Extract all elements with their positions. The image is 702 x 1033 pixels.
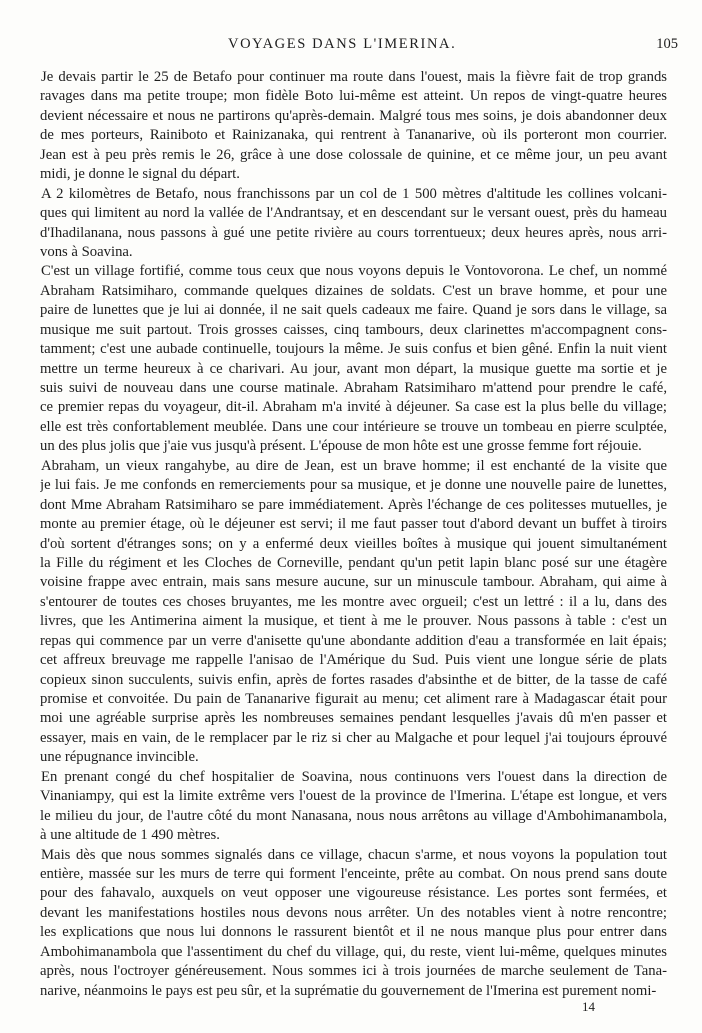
text-line: musique me suit partout. Trois grosses caisses, cinq tambours, deux clarinettes m'accompagnent cons- (40, 321, 667, 338)
text-line: je lui fais. Je me confonds en remerciements pour sa musique, et je donne une nouvelle paire de lunettes, (40, 477, 667, 494)
text-line: A 2 kilomètres de Betafo, nous franchissons par un col de 1 500 mètres d'altitude les collines volcani- (41, 185, 667, 202)
text-line: narive, néanmoins le pays est peu sûr, et la suprématie du gouvernement de l'Imerina est purement nomi- (40, 982, 657, 999)
text-line: la Fille du régiment et les Cloches de Corneville, pendant qu'un petit lapin blanc posé sur une étagère (40, 554, 667, 571)
text-line: Mais dès que nous sommes signalés dans ce village, chacun s'arme, et nous voyons la population tout (41, 846, 667, 863)
text-line: entière, massée sur les murs de terre qui forment l'enceinte, prête au combat. On nous prend sans doute (40, 865, 667, 882)
text-line: ravages dans ma petite troupe; mon fidèle Boto lui-même est atteint. Un repos de vingt-quatre heures (40, 88, 667, 105)
text-line: suis suivi de nouveau dans une course matinale. Abraham Ratsimiharo m'attend pour prendre le café, (40, 380, 667, 396)
text-line: s'entourer de toutes ces choses bruyantes, me les montre avec orgueil; c'est un lettré : il a lu, dans des (40, 593, 667, 610)
text-line: essayer, mais en vain, de le remplacer par le riz si cher au Malgache et pour lequel j'ai toujours éprouvé (40, 729, 667, 746)
text-line: mettre un terme heureux à ce charivari. Au jour, avant mon départ, la musique guette ma sortie et je (40, 360, 667, 377)
text-line: livres, que les Antimerina aiment la musique, et tient à me le prouver. Nous passons à table : c'est un (40, 613, 667, 630)
paragraph (40, 262, 667, 456)
text-line: voisine frappe avec entrain, mais sans mesure aucune, sur un minuscule tambour. Abraham, qui aime à (40, 574, 667, 591)
text-line: le milieu du jour, de l'autre côté du mont Nanasana, nous nous arrêtons au village d'Ambohimanambola, (40, 807, 667, 824)
text-line: paire de lunettes que je lui ai donnée, il ne sait quels cadeaux me faire. Quand je sors dans le village, sa (40, 302, 667, 319)
text-line: à une altitude de 1 490 mètres. (40, 827, 220, 844)
text-line: ques qui limitent au nord la vallée de l'Andrantsay, et en descendant sur le versant ouest, près du hameau (40, 205, 667, 222)
paragraph (40, 185, 667, 263)
text-line: C'est un village fortifié, comme tous ceux que nous voyons depuis le Vontovorona. Le chef, un nommé (41, 263, 667, 280)
text-line: En prenant congé du chef hospitalier de Soavina, nous continuons vers l'ouest dans la direction de (41, 768, 667, 785)
text-line: monte au premier étage, où le déjeuner est servi; il me faut passer tout d'abord devant un buffet à tiroirs (40, 516, 667, 533)
text-line: d'Ihadilanana, nous passons à gué une petite rivière au cours torrentueux; deux heures après, nous arri- (40, 224, 667, 241)
text-line: pour des fahavalo, auxquels on veut opposer une vigoureuse résistance. Les portes sont fermées, et (40, 885, 667, 902)
page-number: 105 (656, 36, 678, 52)
printer-signature-mark: 14 (582, 999, 595, 1014)
text-line: copieux sinon succulents, suivis enfin, après de fortes rasades d'absinthe et de bitter, de la tasse de café (40, 671, 667, 688)
text-line: devant les manifestations hostiles nous devons nous arrêter. Un des notables vient à notre rencontre; (40, 904, 667, 921)
text-line: de mes porteurs, Rainiboto et Rainizanaka, qui rentrent à Tananarive, où ils porteront mon courrier. (40, 127, 667, 144)
text-line: promise et convoitée. Du pain de Tananarive figurait au menu; cet aliment rare à Madagascar était pour (40, 691, 667, 707)
text-line: cet affreux breuvage me rappelle l'anisao de l'Amérique du Sud. Puis vient une longue série de plats (40, 652, 667, 669)
text-line: après, nous l'octroyer généreusement. Nous sommes ici à trois journées de marche seulement de Tana- (40, 963, 667, 980)
text-line: Ambohimanambola que l'assentiment du chef du village, qui, du reste, vient lui-même, quelques minutes (40, 943, 667, 960)
text-line: Abraham, un vieux rangahybe, au dire de Jean, est un brave homme; il est enchanté de la visite que (41, 457, 667, 474)
text-line: un des plus jolis que j'aie vus jusqu'à présent. L'épouse de mon hôte est une grosse femme fort réjouie. (40, 438, 642, 455)
text-line: repas qui commence par un verre d'anisette qu'une abondante addition d'eau a transformée en lait épais; (40, 632, 667, 649)
text-line: Je devais partir le 25 de Betafo pour continuer ma route dans l'ouest, mais la fièvre fait de trop grands (41, 69, 667, 85)
paragraph (40, 768, 667, 846)
paragraph (40, 846, 667, 1002)
running-header (0, 36, 702, 56)
text-line: devient nécessaire et nous ne partirons qu'après-demain. Malgré tous mes soins, je dois abandonner deux (40, 107, 667, 124)
text-line: dont Mme Abraham Ratsimiharo se pare immédiatement. Après l'échange de ces politesses mutuelles, je (40, 496, 667, 513)
text-line: Abraham Ratsimiharo, commande quelques dizaines de soldats. C'est un brave homme, et pour une (40, 282, 667, 299)
text-line: vons à Soavina. (40, 243, 133, 260)
text-line: elle est très confortablement meublée. Dans une cour intérieure se trouve un tombeau en pierre sculptée, (40, 418, 667, 435)
text-line: Vinaniampy, qui est la limite extrême vers l'ouest de la province de l'Imerina. L'étape est longue, et vers (40, 788, 667, 805)
paragraph (40, 457, 667, 768)
text-line: midi, je donne le signal du départ. (40, 166, 240, 183)
body-text (40, 68, 667, 1001)
text-line: tamment; c'est une aubade continuelle, toujours la même. Je suis confus et bien gêné. Enfin la nuit vient (40, 341, 667, 358)
text-line: une répugnance invincible. (40, 749, 199, 766)
paragraph (40, 68, 667, 185)
text-line: moi une agréable surprise après les nombreuses semaines pendant lesquelles j'avais dû m'en passer et (40, 710, 667, 727)
running-title: VOYAGES DANS L'IMERINA. (228, 36, 457, 52)
text-line: d'où sortent d'étranges sons; on y a enfermé deux vieilles boîtes à musique qui jouent simultanément (40, 535, 667, 552)
text-line: les explications que nous lui donnons le rassurent bientôt et il ne nous manque plus pour entrer dans (40, 924, 667, 941)
text-line: ce premier repas du voyageur, dit-il. Abraham m'a invité à déjeuner. Sa case est la plus belle du village; (40, 399, 667, 416)
text-line: Jean est à peu près remis le 26, grâce à une dose colossale de quinine, et ce même jour, un peu avant (40, 146, 667, 163)
